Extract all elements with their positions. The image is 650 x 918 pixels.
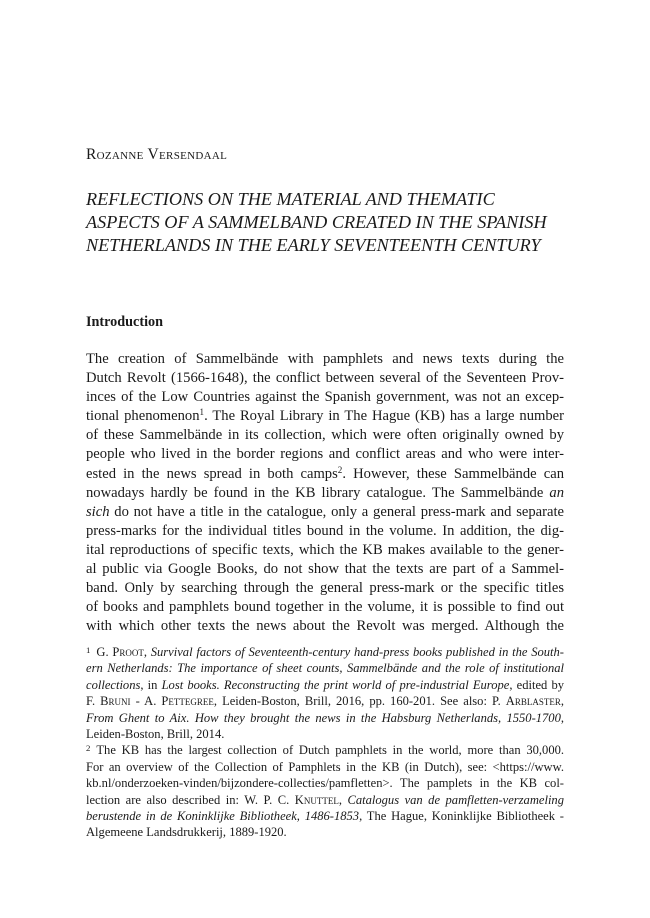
footnote-line bbox=[86, 710, 564, 726]
author-smallcaps: Pettegree bbox=[161, 694, 214, 709]
footnote-italic: Survival factors of Seventeenth-century hand-press books published in the South- bbox=[150, 645, 564, 659]
body-line: Dutch Revolt (1566-1648), the conflict between several of the Seventeen Prov- bbox=[86, 370, 564, 387]
section-heading: Introduction bbox=[86, 314, 163, 330]
body-line bbox=[86, 503, 564, 522]
author-smallcaps: Arblaster bbox=[505, 694, 561, 709]
body-line bbox=[86, 484, 564, 503]
body-text-run: nowadays hardly be found in the KB library catalogue. The Sammelbände bbox=[86, 484, 550, 501]
footnote-run: G. bbox=[96, 645, 113, 659]
body-line: of these Sammelbände in its collection, which were often originally owned by bbox=[86, 427, 564, 444]
title-line: NETHERLANDS IN THE EARLY SEVENTEENTH CENTURY bbox=[86, 235, 541, 255]
footnote-number: 2 bbox=[86, 742, 91, 753]
article-title bbox=[86, 188, 586, 257]
footnote-line bbox=[86, 693, 564, 709]
body-line: press-marks for the individual titles bound in the volume. In addition, the dig- bbox=[86, 522, 564, 539]
author-smallcaps: Knuttel bbox=[294, 792, 339, 807]
body-text bbox=[86, 350, 564, 636]
author-name: Rozanne Versendaal bbox=[86, 146, 228, 163]
footnote-run: , in bbox=[140, 677, 162, 692]
footnote-line bbox=[86, 644, 564, 660]
body-line: people who lived in the border regions and conflict areas and who were inter- bbox=[86, 446, 564, 463]
footnote-run: The KB has the largest collection of Dutch pamphlets in the world, more than 30,000. bbox=[96, 743, 564, 758]
italic-run: sich bbox=[86, 503, 110, 520]
footnote-run: , bbox=[560, 710, 564, 725]
footnote-run: , bbox=[338, 792, 348, 807]
footnotes bbox=[86, 644, 564, 841]
footnote-italic: Lost books. Reconstructing the print world of pre-industrial Europe bbox=[161, 677, 510, 692]
body-text-run: . The Royal Library in The Hague (KB) has a large number bbox=[204, 408, 564, 425]
body-line bbox=[86, 465, 564, 484]
footnote-line bbox=[86, 660, 564, 676]
body-line: inces of the Low Countries against the Spanish government, was not an excep- bbox=[86, 389, 564, 406]
footnote-italic: ern Netherlands: The importance of sheet counts, Sammelbände and the role of institutional bbox=[86, 661, 564, 676]
body-text-run: do not have a title in the catalogue, only a general press-mark and separate bbox=[109, 503, 564, 520]
footnote-run: - A. bbox=[130, 694, 162, 709]
footnote-italic: collections bbox=[86, 677, 141, 692]
footnote-line: For an overview of the Collection of Pamphlets in the KB (in Dutch), see: <https://www. bbox=[86, 759, 564, 774]
body-text-run: tional phenomenon bbox=[86, 408, 200, 425]
footnote-number: 1 bbox=[86, 644, 91, 655]
footnote-run: , Leiden-Boston, Brill, 2016, pp. 160-201. See also: P. bbox=[213, 694, 506, 709]
footnote-run: , bbox=[560, 694, 564, 709]
body-line: ital reproductions of specific texts, which the KB makes available to the gener- bbox=[86, 541, 564, 558]
footnote-line bbox=[86, 808, 564, 824]
footnote-italic: Catalogus van de pamfletten-verzameling bbox=[347, 792, 564, 807]
body-line: band. Only by searching through the general press-mark or the specific titles bbox=[86, 580, 564, 597]
body-line: of books and pamphlets bound together in the volume, it is possible to find out bbox=[86, 599, 564, 616]
footnote-run: lection are also described in: W. P. C. bbox=[86, 792, 295, 807]
footnote-run: , The Hague, Koninklijke Bibliotheek - bbox=[359, 808, 564, 823]
footnote-run: F. bbox=[86, 694, 101, 709]
footnote-line: Algemeene Landsdrukkerij, 1889-1920. bbox=[86, 825, 287, 840]
footnote-ref[interactable]: 1 bbox=[199, 407, 205, 418]
footnote-italic: From Ghent to Aix. How they brought the news in the Habsburg Netherlands, 1550-1700 bbox=[86, 710, 561, 725]
italic-run: an bbox=[549, 484, 564, 501]
footnote-line bbox=[86, 742, 564, 758]
title-line: ASPECTS OF A SAMMELBAND CREATED IN THE SPANISH bbox=[86, 212, 547, 232]
body-line: with which other texts the news about the Revolt was merged. Although the bbox=[86, 618, 564, 635]
footnote-line: Leiden-Boston, Brill, 2014. bbox=[86, 726, 225, 741]
footnote-run: , bbox=[143, 645, 151, 659]
body-text-run: . However, these Sammelbände can bbox=[342, 465, 564, 482]
body-line: al public via Google Books, do not show that the texts are part of a Sammel- bbox=[86, 561, 564, 578]
footnote-run: , edited by bbox=[509, 677, 564, 692]
footnote-line bbox=[86, 792, 564, 808]
footnote-line: kb.nl/onderzoeken-vinden/bijzondere-collecties/pamfletten>. The pamplets in the KB col- bbox=[86, 776, 564, 791]
body-line bbox=[86, 407, 564, 426]
author-smallcaps: Bruni bbox=[100, 694, 131, 709]
footnote-line bbox=[86, 677, 564, 693]
footnote-ref[interactable]: 2 bbox=[337, 464, 343, 475]
author-smallcaps: Proot bbox=[112, 645, 144, 659]
footnote-italic: berustende in de Koninklijke Bibliotheek, 1486-1853 bbox=[86, 808, 360, 823]
body-text-run: ested in the news spread in both camps bbox=[86, 465, 338, 482]
body-line: The creation of Sammelbände with pamphlets and news texts during the bbox=[86, 351, 564, 367]
title-line: REFLECTIONS ON THE MATERIAL AND THEMATIC bbox=[86, 189, 495, 209]
